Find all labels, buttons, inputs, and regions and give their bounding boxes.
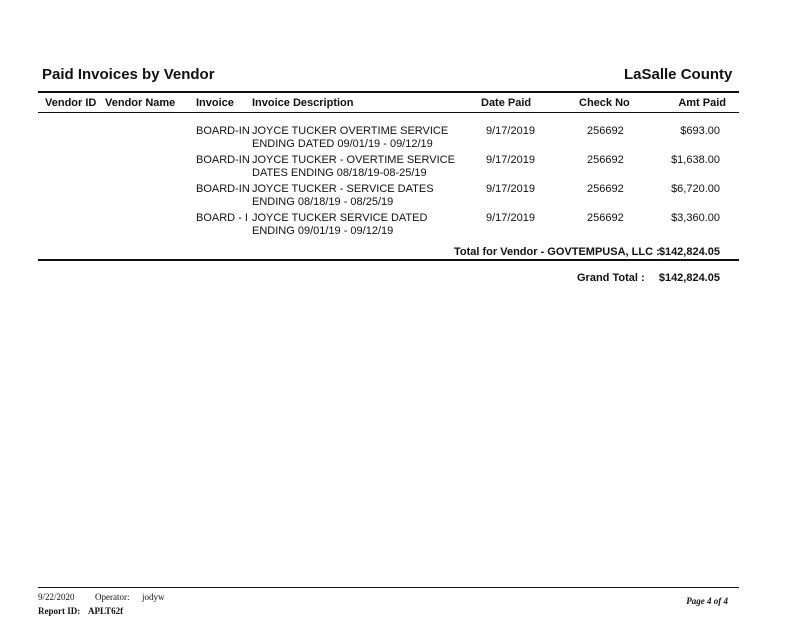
amount-cell: $3,360.00 [671,212,720,224]
description-cell [252,125,448,151]
description-line: JOYCE TUCKER SERVICE DATED [252,212,428,224]
invoice-cell: BOARD-IN [196,183,250,195]
description-cell [252,212,427,238]
column-header-vendor-name: Vendor Name [105,97,176,109]
vendor-total-rule [38,259,739,261]
check-no-cell: 256692 [587,125,624,137]
description-line: JOYCE TUCKER - OVERTIME SERVICE [252,154,455,166]
check-no-cell: 256692 [587,212,624,224]
footer-report-id-label: Report ID: [38,606,81,616]
grand-total-amount: $142,824.05 [658,272,720,284]
amount-cell: $6,720.00 [671,183,720,195]
check-no-cell: 256692 [587,183,624,195]
description-line: JOYCE TUCKER OVERTIME SERVICE [252,125,449,137]
date-paid-cell: 9/17/2019 [486,154,535,166]
vendor-total-label: Total for Vendor - GOVTEMPUSA, LLC : [454,246,660,258]
column-header-check-no: Check No [579,97,630,109]
column-header-invoice: Invoice [196,97,234,109]
description-line: ENDING 08/18/19 - 08/25/19 [252,196,394,208]
column-header-date-paid: Date Paid [481,97,532,109]
description-cell [252,154,455,180]
column-header-vendor-id: Vendor ID [45,97,97,109]
header-top-rule [38,91,739,93]
organization-name: LaSalle County [624,66,733,83]
footer-rule [38,587,739,588]
description-line: ENDING DATED 09/01/19 - 09/12/19 [252,138,433,150]
invoice-cell: BOARD-IN [196,125,250,137]
invoice-cell: BOARD - I [196,212,248,224]
date-paid-cell: 9/17/2019 [486,125,535,137]
description-cell [252,183,434,209]
footer-page-number: Page 4 of 4 [686,596,728,606]
footer-report-id: APLT62f [88,606,124,616]
column-header-description: Invoice Description [252,97,354,109]
description-line: JOYCE TUCKER - SERVICE DATES [252,183,434,195]
footer-operator: jodyw [142,592,165,602]
date-paid-cell: 9/17/2019 [486,212,535,224]
amount-cell: $1,638.00 [671,154,720,166]
vendor-total-amount: $142,824.05 [658,246,720,258]
column-header-amt-paid: Amt Paid [678,97,726,109]
date-paid-cell: 9/17/2019 [486,183,535,195]
footer-operator-label: Operator: [95,592,130,602]
footer-date: 9/22/2020 [38,592,75,602]
description-line: ENDING 09/01/19 - 09/12/19 [252,225,394,237]
check-no-cell: 256692 [587,154,624,166]
grand-total-label: Grand Total : [577,272,645,284]
invoice-cell: BOARD-IN [196,154,250,166]
amount-cell: $693.00 [680,125,720,137]
report-title: Paid Invoices by Vendor [42,66,215,83]
header-bottom-rule [38,112,739,113]
description-line: DATES ENDING 08/18/19-08-25/19 [252,167,427,179]
